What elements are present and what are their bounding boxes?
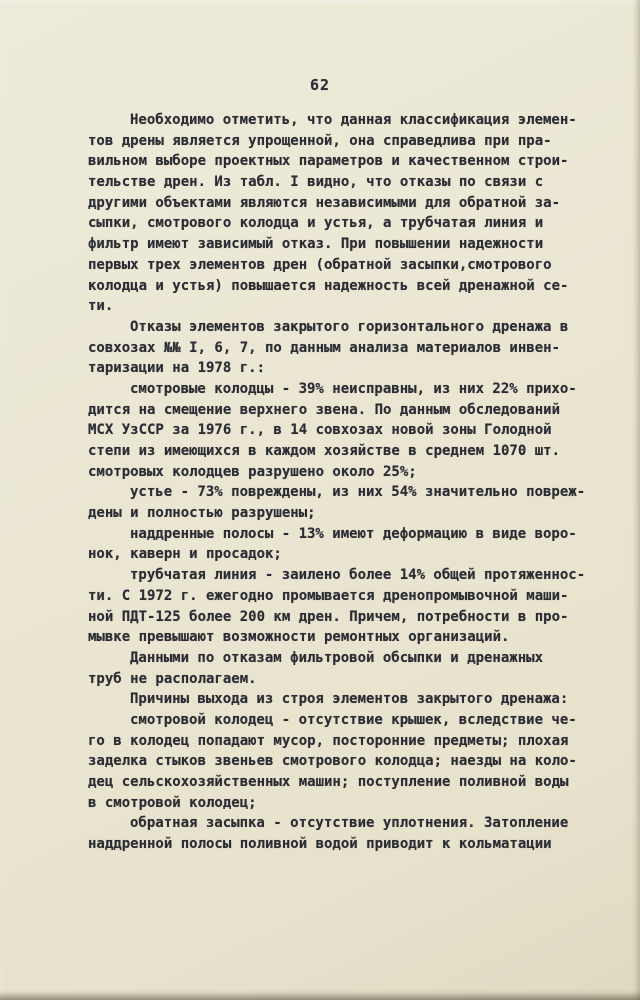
text-line: тельстве дрен. Из табл. I видно, что отказы по связи с	[88, 174, 544, 191]
text-line: степи из имеющихся в каждом хозяйстве в среднем 1070 шт.	[88, 443, 561, 459]
text-line: дены и полностью разрушены;	[88, 505, 316, 522]
text-line: вильном выборе проектных параметров и качественном строи-	[88, 153, 569, 170]
text-line: фильтр имеют зависимый отказ. При повышении надежности	[88, 236, 544, 253]
text-line: первых трех элементов дрен (обратной засыпки,смотрового	[88, 256, 552, 273]
body-text	[88, 110, 586, 855]
text-line: заделка стыков звеньев смотрового колодца; наезды на коло-	[88, 753, 577, 770]
text-line: другими объектами являются независимыми для обратной за-	[88, 194, 561, 211]
page-number: 62	[309, 76, 331, 94]
text-line: ти. С 1972 г. ежегодно промывается дренопромывочной маши-	[88, 587, 569, 604]
text-line: тов дрены является упрощенной, она справедлива при пра-	[88, 132, 552, 149]
text-line: смотровой колодец - отсутствие крышек, вследствие че-	[130, 711, 577, 728]
text-line: обратная засыпка - отсутствие уплотнения. Затопление	[130, 815, 569, 832]
text-line: нок, каверн и просадок;	[88, 546, 282, 563]
text-line: сыпки, смотрового колодца и устья, а трубчатая линия и	[88, 215, 544, 232]
text-line: смотровые колодцы - 39% неисправны, из них 22% прихо-	[130, 380, 577, 397]
text-line: Причины выхода из строя элементов закрытого дренажа:	[130, 691, 569, 708]
text-line: труб не располагаем.	[88, 670, 257, 687]
text-line: смотровых колодцев разрушено около 25%;	[88, 463, 417, 480]
text-line: ти.	[88, 298, 114, 315]
text-line: Необходимо отметить, что данная классификация элемен-	[130, 112, 577, 128]
text-line: совхозах №№ I, 6, 7, по данным анализа материалов инвен-	[88, 339, 561, 356]
text-line: го в колодец попадают мусор, посторонние предметы; плохая	[88, 732, 569, 749]
text-line: колодца и устья) повышается надежность всей дренажной се-	[88, 277, 569, 294]
text-line: наддренные полосы - 13% имеют деформацию в виде воро-	[130, 525, 577, 542]
text-line: МСХ УзССР за 1976 г., в 14 совхозах новой зоны Голодной	[88, 422, 552, 439]
text-line: Отказы элементов закрытого горизонтального дренажа в	[130, 318, 569, 335]
text-line: наддренной полосы поливной водой приводит к кольматации	[88, 836, 552, 853]
text-line: Данными по отказам фильтровой обсыпки и дренажных	[130, 649, 544, 666]
text-line: в смотровой колодец;	[88, 794, 257, 811]
text-line: дится на смещение верхнего звена. По данным обследований	[88, 401, 561, 418]
text-line: устье - 73% повреждены, из них 54% значительно повреж-	[130, 484, 586, 501]
text-line: ной ПДТ-125 более 200 км дрен. Причем, потребности в про-	[88, 608, 569, 625]
text-line: дец сельскохозяйственных машин; поступление поливной воды	[88, 774, 569, 790]
text-line: таризации на 1978 г.:	[88, 360, 266, 377]
text-line: мывке превышают возможности ремонтных организаций.	[88, 629, 510, 646]
text-line: трубчатая линия - заилено более 14% общей протяженнос-	[130, 567, 586, 584]
